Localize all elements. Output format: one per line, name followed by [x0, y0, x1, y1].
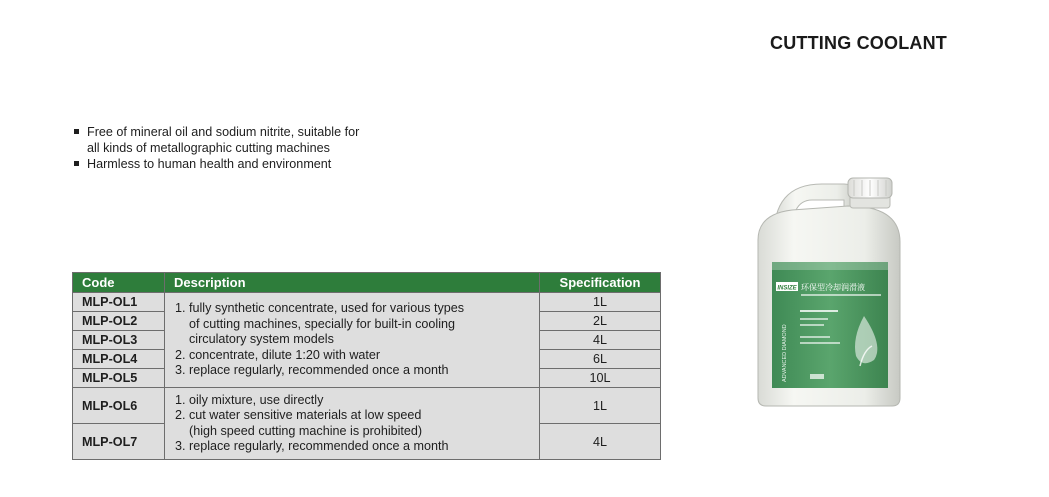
- description-line: 1. oily mixture, use directly: [175, 392, 324, 407]
- label-vertical-text: ADVANCED DIAMOND: [782, 324, 788, 382]
- table-row: [73, 293, 661, 312]
- spec-cell: 4L: [540, 424, 661, 460]
- feature-text-line: all kinds of metallographic cutting machines: [87, 141, 330, 155]
- brand-logo-text: INSIZE: [777, 285, 797, 292]
- code-cell: MLP-OL1: [73, 293, 165, 312]
- code-cell: MLP-OL3: [73, 331, 165, 350]
- spec-cell: 10L: [540, 369, 661, 388]
- code-cell: MLP-OL2: [73, 312, 165, 331]
- spec-cell: 6L: [540, 350, 661, 369]
- spec-cell: 1L: [540, 388, 661, 424]
- spec-cell: 4L: [540, 331, 661, 350]
- description-line: 2. cut water sensitive materials at low speed: [175, 408, 422, 422]
- feature-item: [72, 124, 412, 156]
- spec-table: [72, 272, 661, 460]
- table-header-row: [73, 273, 661, 293]
- description-line: circulatory system models: [189, 332, 334, 347]
- header-code: Code: [73, 273, 165, 293]
- feature-list: [72, 124, 412, 172]
- description-line: (high speed cutting machine is prohibited): [189, 423, 423, 438]
- spec-cell: 1L: [540, 293, 661, 312]
- header-specification: Specification: [540, 273, 661, 293]
- spec-cell: 2L: [540, 312, 661, 331]
- description-line: of cutting machines, specially for built-in cooling: [189, 316, 455, 331]
- code-cell: MLP-OL5: [73, 369, 165, 388]
- bullet-square-icon: [74, 129, 79, 134]
- coolant-bottle-image: [752, 170, 904, 410]
- code-cell: MLP-OL7: [73, 424, 165, 460]
- feature-item: [72, 156, 412, 172]
- page-title: CUTTING COOLANT: [770, 33, 947, 53]
- code-cell: MLP-OL4: [73, 350, 165, 369]
- description-line: 3. replace regularly, recommended once a month: [175, 363, 449, 378]
- feature-text-line: Free of mineral oil and sodium nitrite, suitable for: [87, 125, 360, 139]
- description-cell: [165, 388, 540, 460]
- feature-text-line: Harmless to human health and environment: [87, 157, 332, 171]
- description-line: 2. concentrate, dilute 1:20 with water: [175, 347, 381, 362]
- table-row: [73, 388, 661, 424]
- header-description: Description: [165, 273, 540, 293]
- code-cell: MLP-OL6: [73, 388, 165, 424]
- description-line: 3. replace regularly, recommended once a month: [175, 439, 449, 453]
- description-cell: [165, 293, 540, 388]
- bullet-square-icon: [74, 161, 79, 166]
- description-line: 1. fully synthetic concentrate, used for various types: [175, 301, 465, 316]
- label-chinese-text: 环保型冷却润滑液: [801, 283, 865, 292]
